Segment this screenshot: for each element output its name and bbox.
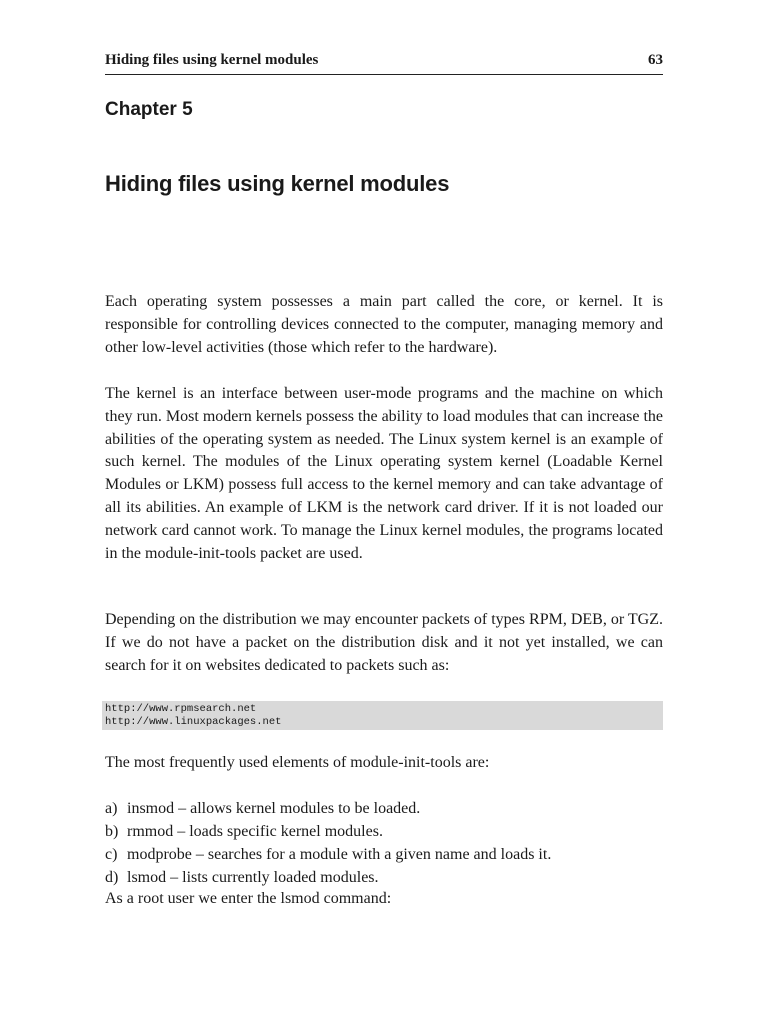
chapter-label: Chapter 5 [105,99,193,120]
paragraph: Each operating system possesses a main part called the core, or kernel. It is responsible for controlling devices connected to the computer, managing memory and other low-level activities (those which refer to the hardware). [105,293,663,356]
code-line-url: http://www.rpmsearch.net [105,703,257,715]
list-item-text: insmod – allows kernel modules to be loaded. [127,800,421,817]
tools-list [105,797,663,889]
list-marker: c) [105,846,118,863]
closing-paragraph: As a root user we enter the lsmod command: [105,890,392,907]
page-number: 63 [648,52,663,68]
code-line-url: http://www.linuxpackages.net [105,716,282,728]
running-header [105,50,663,75]
list-item-text: rmmod – loads specific kernel modules. [127,823,383,840]
paragraph: The kernel is an interface between user-mode programs and the machine on which they run. Most modern kernels possess the ability to load modules that can increase the abilities of the operating system as needed. The Linux system kernel is an example of such kernel. The modules of the Linux operating system kernel (Loadable Kernel Modules or LKM) possess full access to the kernel memory and can take advantage of all its abilities. An example of LKM is the network card driver. If it is not loaded our network card cannot work. To manage the Linux kernel modules, the programs located in the module-init-tools packet are used. [105,385,663,562]
list-item-text: modprobe – searches for a module with a given name and loads it. [127,846,552,863]
list-marker: b) [105,823,119,840]
list-item [105,843,663,866]
list-marker: a) [105,800,118,817]
list-intro: The most frequently used elements of module-init-tools are: [105,754,490,771]
code-block [102,701,663,730]
list-marker: d) [105,869,119,886]
chapter-title: Hiding files using kernel modules [105,171,450,196]
list-item [105,797,663,820]
list-item [105,820,663,843]
list-item-text: lsmod – lists currently loaded modules. [127,869,379,886]
running-header-title: Hiding files using kernel modules [105,52,319,68]
list-item [105,866,663,889]
paragraph: Depending on the distribution we may encounter packets of types RPM, DEB, or TGZ. If we do not have a packet on the distribution disk and it not yet installed, we can search for it on websites dedicated to packets such as: [105,611,663,674]
